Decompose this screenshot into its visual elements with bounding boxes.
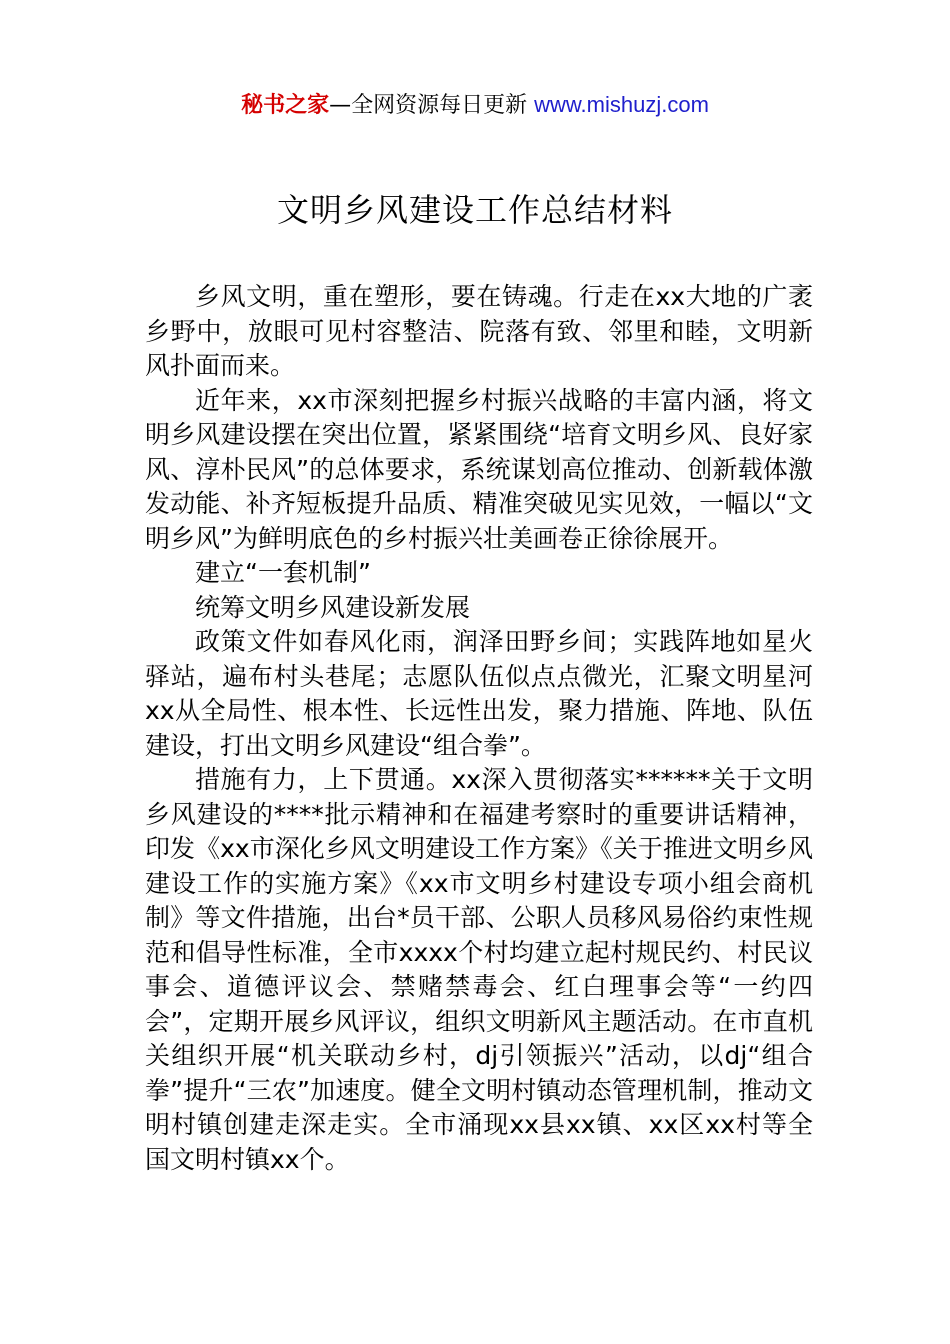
section-heading: 建立“一套机制”	[195, 558, 371, 587]
paragraph: 措施有力，上下贯通。xx深入贯彻落实******关于文明乡风建设的****批示精神和在福建考察时的重要讲话精神，印发《xx市深化乡风文明建设工作方案》《关于推进文明乡风建设工作的实施方案》《xx市文明乡村建设专项小组会商机制》等文件措施，出台*员干部、公职人员移风易俗约束性规范和倡导性标准，全市xxxx个村均建立起村规民约、村民议事会、道德评议会、禁赌禁毒会、红白理事会等“一约四会”，定期开展乡风评议，组织文明新风主题活动。在市直机关组织开展“机关联动乡村，dj引领振兴”活动，以dj“组合拳”提升“三农”加速度。健全文明村镇动态管理机制，推动文明村镇创建走深走实。全市涌现xx县xx镇、xx区xx村等全国文明村镇xx个。	[145, 765, 813, 1174]
site-link[interactable]: www.mishuzj.com	[534, 92, 709, 117]
brand-name: 秘书之家	[241, 93, 330, 118]
header-slogan: —全网资源每日更新	[329, 93, 535, 118]
paragraph: 政策文件如春风化雨，润泽田野乡间；实践阵地如星火驿站，遍布村头巷尾；志愿队伍似点点微光，汇聚文明星河xx从全局性、根本性、长远性出发，聚力措施、阵地、队伍建设，打出文明乡风建设“组合拳”。	[145, 627, 813, 760]
paragraph: 近年来，xx市深刻把握乡村振兴战略的丰富内涵，将文明乡风建设摆在突出位置，紧紧围绕“培育文明乡风、良好家风、淳朴民风”的总体要求，系统谋划高位推动、创新载体激发动能、补齐短板提升品质、精准突破见实见效，一幅以“文明乡风”为鲜明底色的乡村振兴壮美画卷正徐徐展开。	[145, 385, 813, 553]
paragraph: 乡风文明，重在塑形，要在铸魂。行走在xx大地的广袤乡野中，放眼可见村容整洁、院落有致、邻里和睦，文明新风扑面而来。	[145, 282, 813, 380]
document-title: 文明乡风建设工作总结材料	[276, 191, 673, 229]
section-subheading: 统筹文明乡风建设新发展	[195, 592, 471, 622]
document-body	[145, 280, 813, 1177]
site-header	[0, 88, 950, 123]
